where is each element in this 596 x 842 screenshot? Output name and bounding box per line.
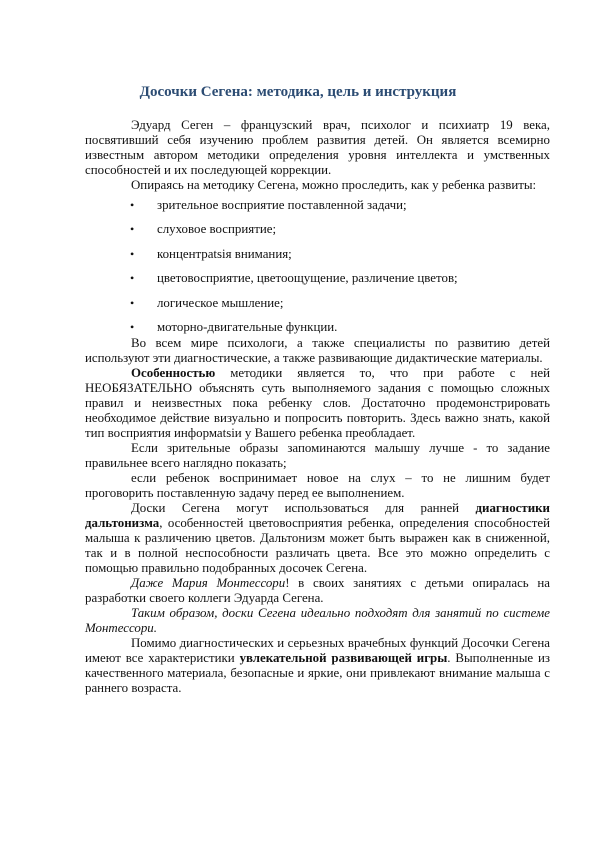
paragraph-feature: Особенностью методики является то, что при работе с ней НЕОБЯЗАТЕЛЬНО объяснять суть выполняемого задания с помощью сложных правил и неизвестных пока ребенку слов. Достаточно продемонстрировать необходимое действие визуально и попросить повторить. Здесь важно знать, какой тип восприятия информаtsіи у Вашего ребенка преобладает.	[85, 365, 550, 440]
bullet-icon: •	[130, 271, 135, 286]
list-item: • зрительное восприятие поставленной задачи;	[130, 198, 407, 212]
list-item: • логическое мышление;	[130, 295, 284, 310]
bullet-icon: •	[130, 295, 135, 310]
list-item: • слуховое восприятие;	[130, 222, 277, 237]
game-emphasis: увлекательной развивающей игры	[239, 650, 448, 665]
paragraph-usage: Во всем мире психологи, а также специалисты по развитию детей используют эти диагностические, а также развивающие дидактические материалы.	[85, 335, 550, 365]
paragraph-colorblindness: Доски Сегена могут использоваться для ранней диагностики дальтонизма, особенностей цветовосприятия ребенка, определения способностей малыша к различению цветов. Дальтонизм может быть выражен как в сниженной, так и в полной неспособности различать цвета. Все это можно определить с помощью правильно подобранных досочек Сегена.	[85, 500, 550, 575]
montessori-italic: Даже Мария Монтессори	[131, 575, 286, 590]
paragraph-lead-in: Опираясь на методику Сегена, можно проследить, как у ребенка развиты:	[131, 178, 537, 192]
feature-emphasis: Особенностью	[131, 365, 216, 380]
bullet-icon: •	[130, 246, 135, 261]
colorblindness-emphasis: диагностики дальтонизма	[85, 500, 550, 530]
paragraph-auditory: если ребенок воспринимает новое на слух – то не лишним будет проговорить поставленную задачу перед ее выполнением.	[85, 470, 550, 500]
skills-list	[85, 198, 550, 336]
paragraph-intro: Эдуард Сеген – французский врач, психолог и психиатр 19 века, посвятивший себя изучению проблем развития детей. Он является всемирно известным автором методики определения уровня интеллекта и умственных способностей и их последующей коррекции.	[85, 118, 550, 177]
bullet-icon: •	[130, 222, 135, 237]
paragraph-montessori: Даже Мария Монтессори! в своих занятиях с детьми опиралась на разработки своего коллеги Эдуарда Сегена.	[85, 575, 550, 605]
page-title: Досочки Сегена: методика, цель и инструкция	[139, 84, 457, 100]
document-body	[85, 118, 550, 696]
bullet-icon: •	[130, 198, 135, 212]
paragraph-conclusion: Таким образом, доски Сегена идеально подходят для занятий по системе Монтессори.	[85, 605, 550, 635]
list-item: • концентраtsія внимания;	[130, 246, 292, 261]
paragraph-visual: Если зрительные образы запоминаются малышу лучше - то задание правильнее всего наглядно показать;	[85, 440, 550, 470]
paragraph-game: Помимо диагностических и серьезных врачебных функций Досочки Сегена имеют все характеристики увлекательной развивающей игры. Выполненные из качественного материала, безопасные и яркие, они привлекают внимание малыша с раннего возраста.	[85, 635, 550, 695]
list-item: • цветовосприятие, цветоощущение, различение цветов;	[130, 271, 458, 286]
bullet-icon: •	[130, 319, 135, 334]
list-item: • моторно-двигательные функции.	[130, 319, 338, 334]
